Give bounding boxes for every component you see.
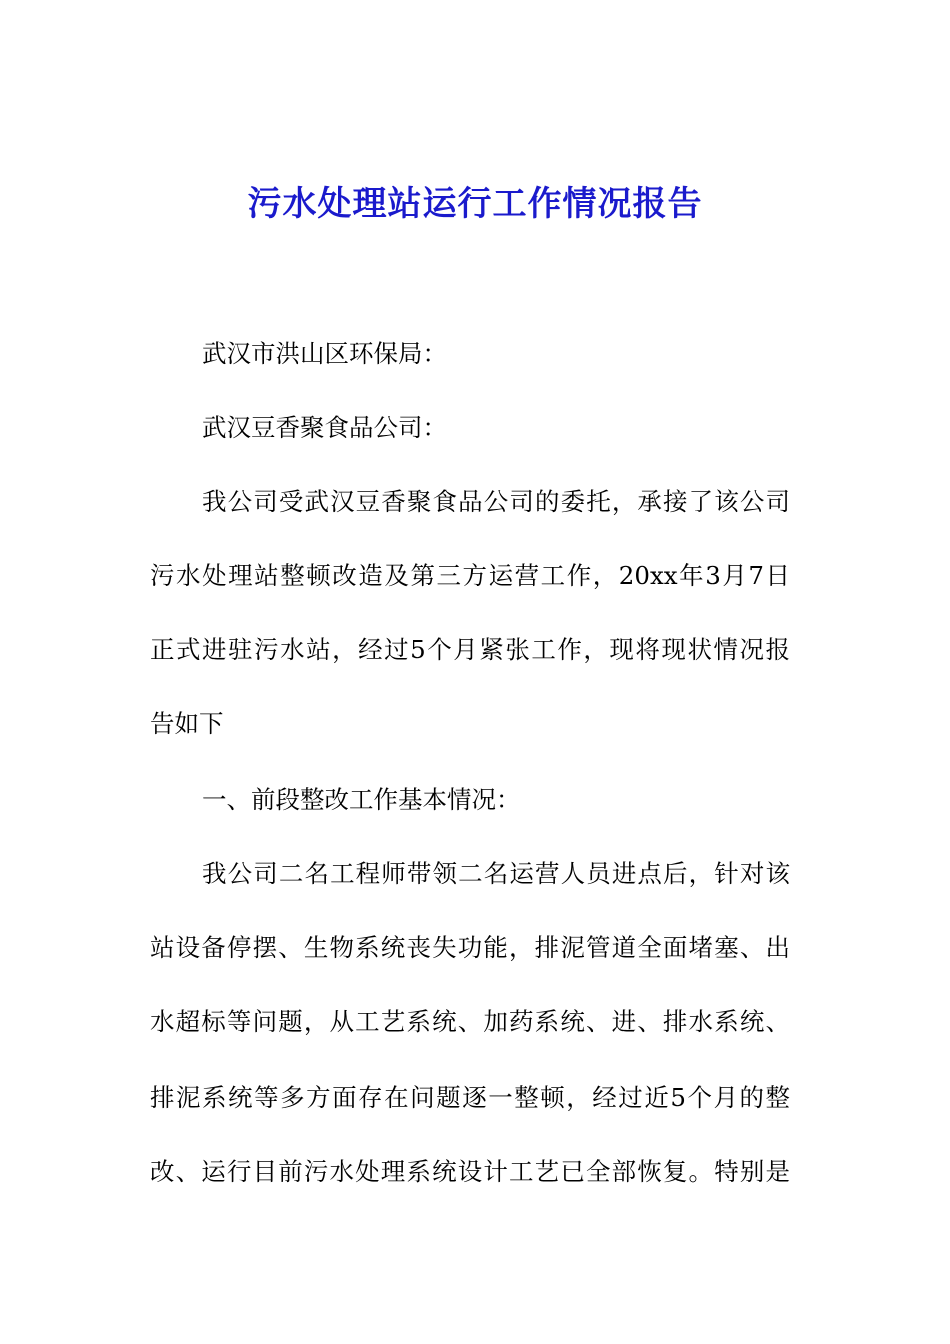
paragraph-2-line-1: 我公司二名工程师带领二名运营人员进点后，针对该 bbox=[202, 859, 790, 888]
addressee-line-1: 武汉市洪山区环保局： bbox=[202, 339, 447, 368]
addressee-line-2: 武汉豆香聚食品公司： bbox=[202, 413, 447, 442]
paragraph-1-line-4: 告如下 bbox=[150, 709, 224, 738]
document-title: 污水处理站运行工作情况报告 bbox=[247, 184, 703, 224]
section-heading-1: 一、前段整改工作基本情况： bbox=[202, 785, 521, 814]
paragraph-1-line-1: 我公司受武汉豆香聚食品公司的委托，承接了该公司 bbox=[202, 487, 790, 516]
paragraph-1-line-3: 正式进驻污水站，经过5个月紧张工作，现将现状情况报 bbox=[150, 635, 790, 664]
paragraph-2-line-3: 水超标等问题，从工艺系统、加药系统、进、排水系统、 bbox=[150, 1007, 790, 1036]
paragraph-2-line-4: 排泥系统等多方面存在问题逐一整顿，经过近5个月的整 bbox=[150, 1083, 790, 1112]
paragraph-2-line-5: 改、运行目前污水处理系统设计工艺已全部恢复。特别是 bbox=[150, 1157, 790, 1186]
paragraph-2-line-2: 站设备停摆、生物系统丧失功能，排泥管道全面堵塞、出 bbox=[150, 933, 790, 962]
paragraph-1-line-2: 污水处理站整顿改造及第三方运营工作，20xx年3月7日 bbox=[150, 561, 790, 590]
